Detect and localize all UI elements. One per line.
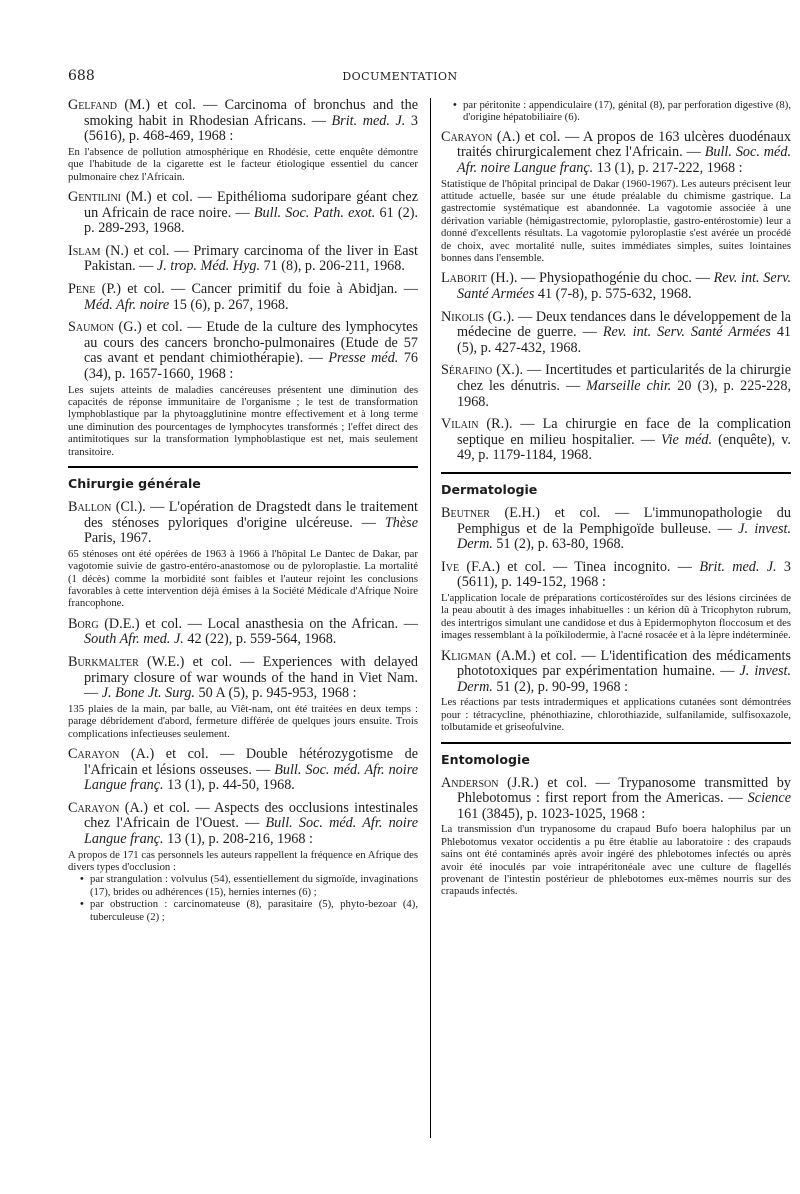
journal-name: Vie méd. [660,431,713,448]
section-title: Dermatologie [441,481,538,497]
citation [68,98,418,145]
citation-title: (M.) et col. — Carcinoma of bronchus and the smoking habit in Rhodesian Africans. — [84,97,418,129]
citation-details: 15 (6), p. 267, 1968. [169,296,289,313]
journal-name: Brit. med. J. [699,558,777,575]
bullet-item: • par obstruction : carcinomateuse (8), parasitaire (5), phyto-bezoar (4), tuberculeuse (2) ; [80,898,418,923]
reference-entry [68,747,418,794]
citation-details: 13 (1), p. 217-222, 1968 : [593,160,743,176]
citation-title: (A.) et col. — A propos de 163 ulcères duodénaux traités chirurgicalement chez l'Africain. — [457,128,791,161]
citation-details: 20 (3), p. 225-228, 1968. [457,378,791,410]
abstract [68,703,418,740]
abstract [441,696,791,733]
citation [68,320,418,382]
section-title: Entomologie [441,751,530,767]
reference-entry [68,500,418,610]
reference-entry [68,282,418,313]
author-name: Laborit [441,270,487,287]
citation [441,506,791,553]
abstract [441,178,791,265]
abstract-text: 135 plaies de la main, par balle, au Viêt-nam, ont été traitées en deux temps : parage débridement d'abord, fermeture différée de quelques jours ensuite. Trois complications infectieuses seulement. [68,702,418,740]
abstract [68,849,418,923]
journal-name: J. Bone Jt. Surg. [101,685,195,702]
abstract [68,146,418,183]
citation-details: 161 (3845), p. 1023-1025, 1968 : [457,805,646,822]
citation-title: (X.). — Incertitudes et particularités de la chirurgie chez les dénutris. — [457,362,791,394]
reference-entry [441,649,791,734]
abstract-continuation [441,99,791,124]
citation-details: 61 (2). p. 289-293, 1968. [84,204,418,237]
journal-name: J. trop. Méd. Hyg. [156,258,261,275]
author-name: Pene [68,280,96,297]
reference-entry [68,617,418,648]
citation-details: 41 (7-8), p. 575-632, 1968. [534,286,692,303]
citation-details: 51 (2), p. 90-99, 1968 : [492,678,629,695]
citation [441,130,791,177]
journal-name: Rev. int. Serv. Santé Armées [602,324,771,341]
citation-title: (G.) et col. — Etude de la culture des lymphocytes au cours des cancers broncho-pulmonaires (Etude de 57 cas avant et pendant chimiothérapie). — [84,319,418,367]
abstract-text: 65 sténoses ont été opérées de 1963 à 1966 à l'hôpital Le Dantec de Dakar, par vagotomie suivie de gastro-entéro-anastomose ou de pyloroplastie. La mortalité (1 décès) comme la morbidité sont faibles et l'auteur rejoint les conclusions favorables à cette intervention déjà émises à la Société Médicale d'Afrique Noire francophone. [68,547,418,610]
running-title: DOCUMENTATION [342,70,458,83]
journal-name: Bull. Soc. méd. Afr. noire Langue franç. [84,761,419,794]
bullet-list [68,873,418,923]
citation [68,244,418,275]
citation-details: 13 (1), p. 208-216, 1968 : [163,830,313,847]
section-title: Chirurgie générale [68,475,201,491]
citation [441,776,791,823]
author-name: Beutner [441,504,490,521]
citation-title: (A.) et col. — Aspects des occlusions intestinales chez l'Africain de l'Ouest. — [84,799,418,832]
journal-name: Marseille chir. [586,378,672,394]
citation [68,801,418,848]
author-name: Ballon [68,498,112,515]
author-name: Anderson [441,774,499,791]
reference-entry [441,130,791,265]
citation-details: Paris, 1967. [84,530,152,547]
section-rule [441,742,791,744]
citation [441,363,791,410]
citation-details: 50 A (5), p. 945-953, 1968 : [194,685,357,702]
citation-details: 3 (5611), p. 149-152, 1968 : [457,558,792,591]
citation-details: 13 (1), p. 44-50, 1968. [163,777,295,794]
right-column [441,98,791,905]
journal-name: Bull. Soc. méd. Afr. noire Langue franç. [84,815,418,847]
author-name: Vilain [441,416,479,433]
author-name: Kligman [441,647,492,664]
citation [441,310,791,357]
citation-details: 42 (22), p. 559-564, 1968. [183,631,337,648]
reference-entry [441,363,791,410]
citation-details: 3 (5616), p. 468-469, 1968 : [84,112,419,145]
author-name: Gentilini [68,189,122,205]
reference-entry [68,801,418,923]
citation [68,747,418,794]
reference-entry [68,655,418,740]
reference-entry [68,244,418,275]
citation [68,500,418,547]
citation-title: (N.) et col. — Primary carcinoma of the liver in East Pakistan. — [84,242,418,275]
bullet-item: • par péritonite : appendiculaire (17), génital (8), par perforation digestive (8), d'origine hépatobiliaire (6). [453,99,791,124]
abstract-text: En l'absence de pollution atmosphérique en Rhodésie, cette enquête démontre que l'habitude de la cigarette est le facteur étiologique essentiel du cancer pulmonaire chez l'Africain. [68,145,418,183]
citation [441,560,791,591]
author-name: Saumon [68,319,114,336]
author-name: Islam [68,242,101,259]
abstract-text: Statistique de l'hôpital principal de Dakar (1960-1967). Les auteurs précisent leur attitude actuelle, basée sur une étude préalable du chimisme gastrique. La gastrectomie systématique est abandonnée. La vagotomie associée à une dérivation variable (hémigastrectomie, pyloroplastie, gastro-entérostomie) leur a donné d'excellents résultats. La vagotomie pyloroplastie s'est avérée un procédé de choix, avec mortalité nulle, suites immédiates simples, suites lointaines bonnes dans l'ensemble. [441,177,791,265]
abstract [68,384,418,458]
citation [441,417,791,464]
section-rule [68,466,418,468]
abstract-text: L'application locale de préparations corticostéroïdes sur des lésions circinées de la peau aboutit à des images inhabituelles : un kérion dû à Tricophyton rubrum, des intertrigos simulant une candidose et dus à Epidermophyton floccosum et des images ressemblant à la poïkilodermie, à l'acné rosacée et à la lèpre indéterminée. [441,591,791,642]
author-name: Ive [441,558,460,575]
section-rule [441,472,791,474]
journal-name: J. invest. Derm. [457,520,791,553]
reference-entry [68,320,418,458]
citation [68,190,418,237]
reference-entry [441,271,791,302]
citation-title: (M.) et col. — Epithélioma sudoripare géant chez un Africain de race noire. — [84,189,418,221]
citation-title: (G.). — Deux tendances dans le développement de la médecine de guerre. — [457,308,791,341]
reference-entry [441,776,791,898]
citation-title: (W.E.) et col. — Experiences with delayed primary closure of war wounds of the hand in Viet Nam. — [84,653,418,702]
abstract [441,592,791,642]
citation-title: (Cl.). — L'opération de Dragstedt dans le traitement des sténoses pyloriques d'origine ulcéreuse. — [84,498,418,531]
citation-title: (A.) et col. — Double hétérozygotisme de l'Africain et lésions osseuses. — [84,745,418,778]
citation-title: (A.M.) et col. — L'identification des médicaments phototoxiques par expérimentation humaine. — [457,647,791,680]
reference-entry [441,560,791,642]
citation [68,655,418,702]
citation-details: 76 (34), p. 1657-1660, 1968 : [84,350,419,382]
journal-name: Rev. int. Serv. Santé Armées [457,270,792,303]
citation [441,271,791,302]
reference-entry [441,310,791,357]
citation-details: 51 (2), p. 63-80, 1968. [492,536,625,553]
reference-entry [441,417,791,464]
citation-details: 71 (8), p. 206-211, 1968. [260,258,405,275]
citation-title: (P.) et col. — Cancer primitif du foie à Abidjan. — [95,280,418,297]
author-name: Burkmalter [68,653,139,670]
citation-title: (D.E.) et col. — Local anasthesia on the African. — [98,615,418,632]
author-name: Carayon [68,799,120,816]
citation [441,649,791,696]
abstract-text: A propos de 171 cas personnels les auteurs rappellent la fréquence en Afrique des divers types d'occlusion : [68,848,418,873]
left-column [68,98,418,930]
citation [68,617,418,648]
journal-name: South Afr. med. J. [84,631,184,648]
author-name: Carayon [68,745,120,762]
author-name: Nikolis [441,308,485,325]
citation-title: (J.R.) et col. — Trypanosome transmitted by Phlebotomus : first report from the Americas. — [457,774,791,807]
citation-details: (enquête), v. 49, p. 1179-1184, 1968. [457,431,791,464]
citation-details: 41 (5), p. 427-432, 1968. [457,324,792,356]
abstract [441,823,791,897]
journal-name: Brit. med. J. [331,112,406,129]
author-name: Borg [68,615,99,632]
page-number: 688 [68,68,95,84]
column-divider [430,98,431,1138]
author-name: Carayon [441,128,493,145]
reference-entry [68,190,418,237]
journal-name: Bull. Soc. Path. exot. [253,204,376,221]
journal-name: Méd. Afr. noire [84,296,170,313]
reference-entry [68,98,418,183]
citation-title: (H.). — Physiopathogénie du choc. — [486,270,714,287]
abstract-text: Les réactions par tests intradermiques et applications cutanées sont démontrées pour : tétracycline, phénothiazine, chlorothiazide, sulfanilamide, sulfisoxazole, tolbutamide et griseofulvine. [441,696,791,734]
bullet-item: • par strangulation : volvulus (54), essentiellement du sigmoïde, invaginations (17), brides ou adhérences (15), hernies internes (6) ; [80,873,418,898]
abstract [68,548,418,610]
author-name: Sérafino [441,362,493,379]
journal-name: Presse méd. [328,350,399,367]
abstract-text: Les sujets atteints de maladies cancéreuses présentent une diminution des capacités de réponse immunitaire de l'organisme ; le test de transformation lymphoblastique par la phytoagglutinine montre effectivement et à long terme une diminution des pourcentages de lymphocytes transformés ; l'effet direct des antimitotiques sur la transformation lymphoblastique est net, mais seulement transitoire. [68,383,418,458]
reference-entry [441,506,791,553]
abstract-text: La transmission d'un trypanosome du crapaud Bufo boera halophilus par un Phlebotomus vexator occidentis a pu être établie au laboratoire : des crapauds sains ont été contaminés après avoir ingéré des phlebotomes infectés ou après avoir été inoculés par voie intrapéritonéale avec une culture de flagellés provenant de l'intestin postérieur de phlebotomes eux-mêmes nourris sur des crapauds infectés. [441,823,791,898]
journal-name: J. invest. Derm. [457,663,792,695]
author-name: Gelfand [68,97,117,113]
bullet-list [441,99,791,124]
citation-title: (R.). — La chirurgie en face de la complication septique en milieu hospitalier. — [457,416,791,448]
citation-title: (F.A.) et col. — Tinea incognito. — [459,558,700,575]
journal-name: Science [747,790,791,807]
citation [68,282,418,313]
journal-name: Thèse [384,514,418,531]
journal-name: Bull. Soc. méd. Afr. noire Langue franç. [457,144,791,176]
citation-title: (E.H.) et col. — L'immunopathologie du Pemphigus et de la Pemphigoïde bulleuse. — [457,504,791,537]
